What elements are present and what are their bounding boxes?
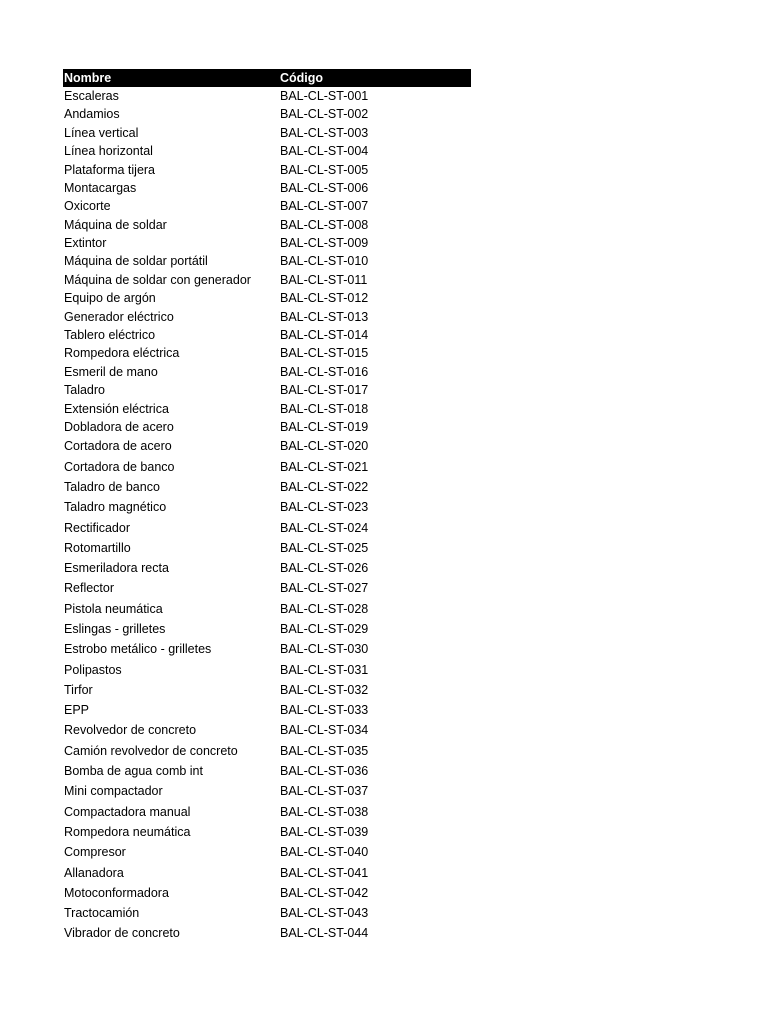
table-row bbox=[63, 660, 471, 680]
table-row bbox=[63, 822, 471, 842]
equipment-code-cell: BAL-CL-ST-027 bbox=[280, 581, 369, 596]
header-row bbox=[63, 69, 471, 87]
table-row bbox=[63, 761, 471, 781]
equipment-name-cell: Taladro de banco bbox=[64, 479, 160, 494]
equipment-name-cell: Rotomartillo bbox=[64, 540, 131, 555]
table-row bbox=[63, 179, 471, 197]
equipment-name-cell: Oxicorte bbox=[64, 199, 111, 214]
equipment-name-cell: Máquina de soldar bbox=[64, 217, 167, 232]
equipment-code-cell: BAL-CL-ST-018 bbox=[280, 401, 369, 416]
equipment-name-cell: Pistola neumática bbox=[64, 601, 163, 616]
equipment-name-cell: Línea vertical bbox=[64, 125, 139, 140]
table-row bbox=[63, 289, 471, 307]
equipment-code-cell: BAL-CL-ST-008 bbox=[280, 217, 369, 232]
table-row bbox=[63, 436, 471, 456]
equipment-name-cell: Plataforma tijera bbox=[64, 162, 156, 177]
equipment-name-cell: Dobladora de acero bbox=[64, 419, 174, 434]
equipment-code-cell: BAL-CL-ST-009 bbox=[280, 236, 369, 251]
equipment-code-cell: BAL-CL-ST-026 bbox=[280, 561, 369, 576]
equipment-name-cell: Tractocamión bbox=[64, 906, 140, 921]
equipment-name-cell: Compactadora manual bbox=[64, 804, 191, 819]
equipment-name-cell: Taladro magnético bbox=[64, 500, 167, 515]
equipment-code-cell: BAL-CL-ST-038 bbox=[280, 804, 369, 819]
equipment-name-cell: Revolvedor de concreto bbox=[64, 723, 197, 738]
equipment-name-cell: Motoconformadora bbox=[64, 885, 169, 900]
equipment-code-cell: BAL-CL-ST-044 bbox=[280, 926, 369, 941]
table-row bbox=[63, 680, 471, 700]
equipment-code-cell: BAL-CL-ST-041 bbox=[280, 865, 369, 880]
equipment-code-cell: BAL-CL-ST-039 bbox=[280, 824, 369, 839]
equipment-code-cell: BAL-CL-ST-014 bbox=[280, 328, 369, 343]
table-row bbox=[63, 326, 471, 344]
equipment-name-cell: Esmeriladora recta bbox=[64, 561, 169, 576]
table-row bbox=[63, 363, 471, 381]
equipment-name-cell: Equipo de argón bbox=[64, 291, 156, 306]
equipment-name-cell: Generador eléctrico bbox=[64, 309, 174, 324]
table-row bbox=[63, 344, 471, 362]
equipment-code-cell: BAL-CL-ST-004 bbox=[280, 144, 369, 159]
equipment-name-cell: Taladro bbox=[64, 383, 105, 398]
table-row bbox=[63, 161, 471, 179]
equipment-code-cell: BAL-CL-ST-011 bbox=[280, 272, 368, 287]
header-nombre: Nombre bbox=[64, 71, 112, 86]
table-row bbox=[63, 781, 471, 801]
equipment-code-cell: BAL-CL-ST-012 bbox=[280, 291, 369, 306]
equipment-name-cell: Rompedora eléctrica bbox=[64, 346, 180, 361]
equipment-name-cell: EPP bbox=[64, 703, 90, 718]
table-row bbox=[63, 253, 471, 271]
equipment-name-cell: Línea horizontal bbox=[64, 144, 153, 159]
table-row bbox=[63, 599, 471, 619]
table-row bbox=[63, 741, 471, 761]
equipment-name-cell: Compresor bbox=[64, 845, 126, 860]
equipment-name-cell: Tablero eléctrico bbox=[64, 328, 156, 343]
equipment-code-cell: BAL-CL-ST-024 bbox=[280, 520, 369, 535]
table-row bbox=[63, 883, 471, 903]
equipment-code-cell: BAL-CL-ST-017 bbox=[280, 383, 369, 398]
equipment-name-cell: Andamios bbox=[64, 107, 120, 122]
equipment-code-cell: BAL-CL-ST-005 bbox=[280, 162, 369, 177]
table-row bbox=[63, 381, 471, 399]
table-row bbox=[63, 197, 471, 215]
table-row bbox=[63, 457, 471, 477]
equipment-code-cell: BAL-CL-ST-022 bbox=[280, 479, 369, 494]
table-row bbox=[63, 619, 471, 639]
equipment-code-cell: BAL-CL-ST-030 bbox=[280, 642, 369, 657]
equipment-code-cell: BAL-CL-ST-021 bbox=[280, 459, 369, 474]
table-row bbox=[63, 234, 471, 252]
equipment-name-cell: Vibrador de concreto bbox=[64, 926, 180, 941]
table-row bbox=[63, 477, 471, 497]
equipment-code-cell: BAL-CL-ST-034 bbox=[280, 723, 369, 738]
equipment-code-cell: BAL-CL-ST-007 bbox=[280, 199, 369, 214]
equipment-code-cell: BAL-CL-ST-003 bbox=[280, 125, 369, 140]
equipment-name-cell: Extensión eléctrica bbox=[64, 401, 169, 416]
table-row bbox=[63, 842, 471, 862]
equipment-name-cell: Escaleras bbox=[64, 88, 119, 103]
equipment-code-cell: BAL-CL-ST-031 bbox=[280, 662, 369, 677]
equipment-name-cell: Esmeril de mano bbox=[64, 364, 158, 379]
equipment-name-cell: Rompedora neumática bbox=[64, 824, 191, 839]
table-row bbox=[63, 518, 471, 538]
equipment-name-cell: Allanadora bbox=[64, 865, 124, 880]
equipment-code-cell: BAL-CL-ST-035 bbox=[280, 743, 369, 758]
equipment-code-cell: BAL-CL-ST-001 bbox=[280, 88, 369, 103]
equipment-code-cell: BAL-CL-ST-037 bbox=[280, 784, 369, 799]
equipment-code-cell: BAL-CL-ST-042 bbox=[280, 885, 369, 900]
equipment-code-cell: BAL-CL-ST-029 bbox=[280, 621, 369, 636]
equipment-code-cell: BAL-CL-ST-032 bbox=[280, 682, 369, 697]
table-header bbox=[63, 69, 471, 87]
table-body bbox=[63, 87, 471, 944]
equipment-name-cell: Mini compactador bbox=[64, 784, 163, 799]
table-row bbox=[63, 216, 471, 234]
table-row bbox=[63, 700, 471, 720]
table-row bbox=[63, 124, 471, 142]
equipment-name-cell: Reflector bbox=[64, 581, 115, 596]
equipment-code-cell: BAL-CL-ST-023 bbox=[280, 500, 369, 515]
equipment-name-cell: Montacargas bbox=[64, 180, 137, 195]
equipment-name-cell: Eslingas - grilletes bbox=[64, 621, 166, 636]
equipment-name-cell: Estrobo metálico - grilletes bbox=[64, 642, 212, 657]
table-row bbox=[63, 863, 471, 883]
equipment-code-cell: BAL-CL-ST-002 bbox=[280, 107, 369, 122]
equipment-code-cell: BAL-CL-ST-020 bbox=[280, 439, 369, 454]
table-row bbox=[63, 87, 471, 105]
equipment-code-cell: BAL-CL-ST-019 bbox=[280, 419, 369, 434]
table-row bbox=[63, 271, 471, 289]
table-row bbox=[63, 142, 471, 160]
equipment-name-cell: Cortadora de banco bbox=[64, 459, 175, 474]
equipment-name-cell: Máquina de soldar portátil bbox=[64, 254, 208, 269]
table-row bbox=[63, 903, 471, 923]
equipment-code-cell: BAL-CL-ST-040 bbox=[280, 845, 369, 860]
equipment-name-cell: Máquina de soldar con generador bbox=[64, 272, 251, 287]
table-row bbox=[63, 308, 471, 326]
table-row bbox=[63, 721, 471, 741]
table-row bbox=[63, 924, 471, 944]
equipment-code-cell: BAL-CL-ST-016 bbox=[280, 364, 369, 379]
equipment-name-cell: Camión revolvedor de concreto bbox=[64, 743, 238, 758]
equipment-name-cell: Bomba de agua comb int bbox=[64, 764, 203, 779]
equipment-code-cell: BAL-CL-ST-013 bbox=[280, 309, 369, 324]
equipment-name-cell: Rectificador bbox=[64, 520, 130, 535]
table-row bbox=[63, 802, 471, 822]
equipment-name-cell: Tirfor bbox=[64, 682, 93, 697]
table-row bbox=[63, 400, 471, 418]
equipment-name-cell: Cortadora de acero bbox=[64, 439, 172, 454]
equipment-code-cell: BAL-CL-ST-015 bbox=[280, 346, 369, 361]
equipment-name-cell: Polipastos bbox=[64, 662, 122, 677]
equipment-name-cell: Extintor bbox=[64, 236, 107, 251]
table-row bbox=[63, 497, 471, 517]
equipment-code-cell: BAL-CL-ST-036 bbox=[280, 764, 369, 779]
table-row bbox=[63, 538, 471, 558]
equipment-code-cell: BAL-CL-ST-010 bbox=[280, 254, 369, 269]
equipment-code-cell: BAL-CL-ST-033 bbox=[280, 703, 369, 718]
equipment-code-table bbox=[63, 69, 471, 944]
table-row bbox=[63, 639, 471, 659]
table-row bbox=[63, 579, 471, 599]
table-row bbox=[63, 105, 471, 123]
header-codigo: Código bbox=[280, 71, 324, 86]
equipment-code-cell: BAL-CL-ST-006 bbox=[280, 180, 369, 195]
table-row bbox=[63, 418, 471, 436]
table-row bbox=[63, 558, 471, 578]
equipment-code-cell: BAL-CL-ST-043 bbox=[280, 906, 369, 921]
equipment-code-cell: BAL-CL-ST-028 bbox=[280, 601, 369, 616]
equipment-code-cell: BAL-CL-ST-025 bbox=[280, 540, 369, 555]
